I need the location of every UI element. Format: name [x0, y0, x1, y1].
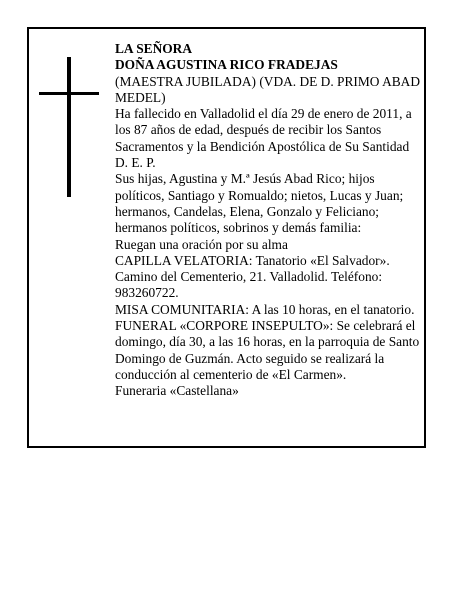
family-list: Sus hijas, Agustina y M.ª Jesús Abad Rico; hijos políticos, Santiago y Romualdo; nietos, Lucas y Juan; hermanos, Candelas, Elena, Gonzalo y Feliciano; hermanos políticos, sobrinos y demás familia:: [115, 171, 404, 236]
deceased-subtitle: (MAESTRA JUBILADA) (VDA. DE D. PRIMO ABAD MEDEL): [115, 73, 421, 105]
heading-title: LA SEÑORA: [115, 41, 193, 56]
obituary-notice: [27, 27, 426, 448]
chapel-info: CAPILLA VELATORIA: Tanatorio «El Salvador». Camino del Cementerio, 21. Valladolid. Teléfono: 983260722.: [115, 252, 390, 301]
cross-horizontal-bar: [39, 92, 99, 95]
prayer-request: Ruegan una oración por su alma: [115, 236, 288, 252]
cross-vertical-bar: [67, 57, 71, 197]
death-announcement: Ha fallecido en Valladolid el día 29 de enero de 2011, a los 87 años de edad, después de recibir los Santos Sacramentos y la Bendición Apostólica de Su Santidad D. E. P.: [115, 106, 412, 171]
funeral-info: FUNERAL «CORPORE INSEPULTO»: Se celebrará el domingo, día 30, a las 16 horas, en la parroquia de Santo Domingo de Guzmán. Acto seguido se realizará la conducción al cementerio de «El Carmen».: [115, 318, 420, 382]
latin-cross-icon: [39, 57, 99, 197]
funeral-home: Funeraria «Castellana»: [115, 383, 239, 399]
obituary-text: [115, 41, 425, 400]
deceased-name: DOÑA AGUSTINA RICO FRADEJAS: [115, 57, 338, 73]
mass-info: MISA COMUNITARIA: A las 10 horas, en el tanatorio.: [115, 301, 415, 317]
